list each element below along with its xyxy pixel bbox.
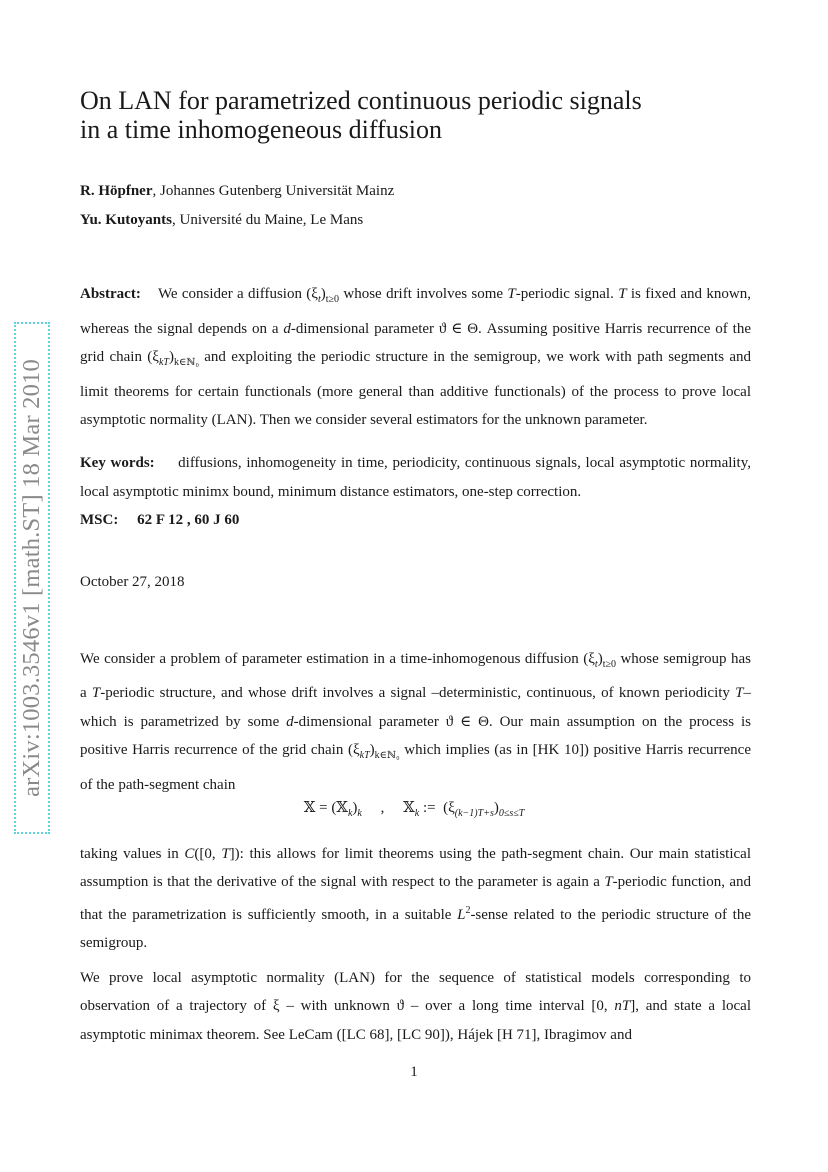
date: October 27, 2018 <box>80 574 185 590</box>
keywords <box>80 449 751 506</box>
author-2 <box>80 212 363 229</box>
author-1-name: R. Höpfner <box>80 183 153 199</box>
author-2-name: Yu. Kutoyants <box>80 212 172 228</box>
arxiv-stamp-text: arXiv:1003.3546v1 [math.ST] 18 Mar 2010 <box>18 359 45 797</box>
title-line-2: in a time inhomogeneous diffusion <box>80 115 443 144</box>
page-number: 1 <box>410 1064 418 1080</box>
author-2-affiliation: , Université du Maine, Le Mans <box>171 212 364 228</box>
arxiv-stamp <box>14 322 50 834</box>
title-line-1: On LAN for parametrized continuous periodic signals <box>80 86 642 115</box>
equation-path-segment: 𝕏 = $(𝕏_k)_k$ , 𝕏$_k$ := $(\xi_{(k-1)T+s})_{0\le s\le T}$ <box>303 800 525 819</box>
author-1 <box>80 183 394 200</box>
paper-title <box>80 86 760 144</box>
intro-paragraph-2: taking values in C([0, T]): this allows for limit theorems using the path-segment chain. Our main statistical assumption is that the derivative of the signal with respect to the parameter is again a T-periodic function, and that the parametrization is sufficiently smooth, in a suitable $L^2$-sense related to the periodic structure of the semigroup. <box>80 846 751 952</box>
abstract-label: Abstract: <box>80 286 141 302</box>
keywords-label: Key words: <box>80 455 155 471</box>
msc-codes: 62 F 12 , 60 J 60 <box>137 512 240 528</box>
intro-paragraph-1: We consider a problem of parameter estimation in a time-inhomogenous diffusion $(\xi_t)_{t\ge 0}$ whose semigroup has a T-periodic structure, and whose drift involves a signal –deterministic, continuous, of known periodicity T– which is parametrized by some d-dimensional parameter ϑ ∈ Θ. Our main assumption on the process is positive Harris recurrence of the grid chain $(\xi_{kT})_{k\in ℕ_0}$ which implies (as in [HK 10]) positive Harris recurrence of the path-segment chain <box>80 651 752 793</box>
author-1-affiliation: , Johannes Gutenberg Universität Mainz <box>152 183 395 199</box>
msc-label: MSC: <box>80 512 119 528</box>
abstract: Abstract: We consider a diffusion $(\xi_t)_{t\ge 0}$ whose drift involves some T-periodic signal. T is fixed and known, whereas the signal depends on a d-dimensional parameter ϑ ∈ Θ. Assuming positive Harris recurrence of the grid chain $(\xi_{kT})_{k\in ℕ_0}$ and exploiting the periodic structure in the semigroup, we work with path segments and limit theorems for certain functionals (more general than additive functionals) of the process to prove local asymptotic normality (LAN). Then we consider several estimators for the unknown parameter. <box>80 286 752 429</box>
keywords-text: diffusions, inhomogeneity in time, periodicity, continuous signals, local asymptotic normality, local asymptotic minimx bound, minimum distance estimators, one-step correction. <box>80 455 751 500</box>
intro-paragraph-3: We prove local asymptotic normality (LAN) for the sequence of statistical models corresponding to observation of a trajectory of ξ – with unknown ϑ – over a long time interval [0, nT], and state a local asymptotic minimax theorem. See LeCam ([LC 68], [LC 90]), Hájek [H 71], Ibragimov and <box>80 970 751 1043</box>
msc <box>80 506 751 535</box>
